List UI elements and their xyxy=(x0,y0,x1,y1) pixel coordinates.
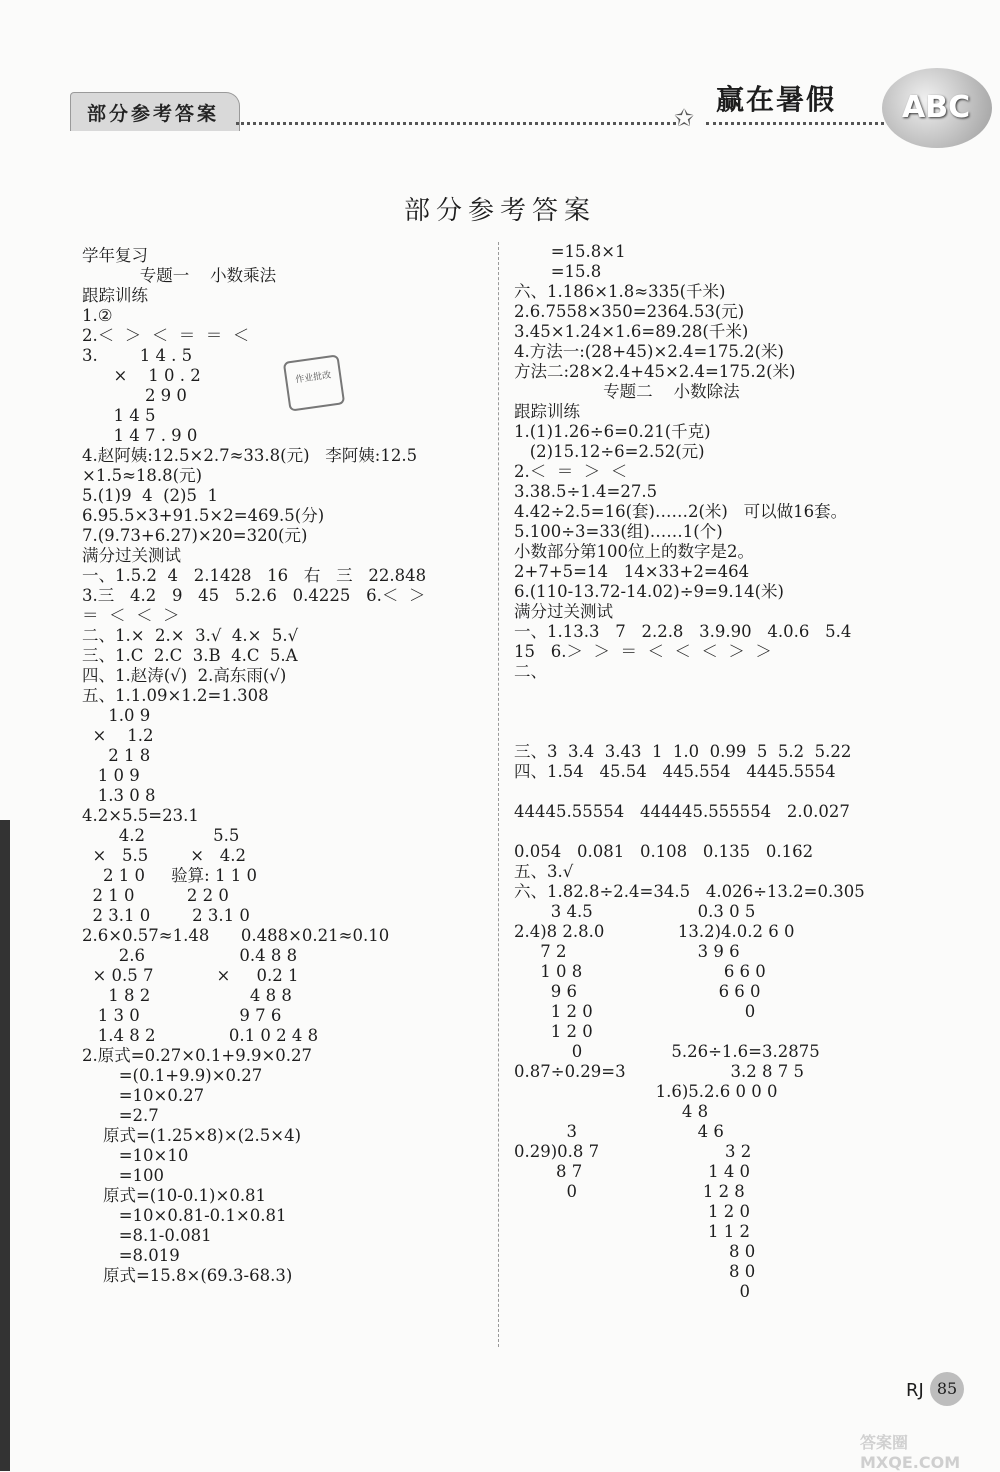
answer-line: 44445.55554 444445.555554 2.0.027 xyxy=(514,802,850,821)
answer-line: 2 1 0 验算: 1 1 0 xyxy=(82,866,257,885)
answer-line: 1.4 8 2 0.1 0 2 4 8 xyxy=(82,1026,319,1045)
answer-line: 4.方法一:(28+45)×2.4=175.2(米) xyxy=(514,342,784,361)
answer-line: 1 0 8 6 6 0 xyxy=(514,962,766,981)
answer-line: 专题一 小数乘法 xyxy=(82,266,277,285)
answer-line: 6.95.5×3+91.5×2=469.5(分) xyxy=(82,506,325,525)
answer-line: 1.② xyxy=(82,306,113,325)
answer-line: 3.38.5÷1.4=27.5 xyxy=(514,482,658,501)
answer-line: 7.(9.73+6.27)×20=320(元) xyxy=(82,526,308,545)
answer-line: 2.＜ ＝ ＞ ＜ xyxy=(514,462,628,481)
stamp-mark: 作业批改 xyxy=(283,354,345,411)
answer-line: 2+7+5=14 14×33+2=464 xyxy=(514,562,750,581)
header-tab-label: 部分参考答案 xyxy=(87,103,220,125)
answer-line: × 1 0 . 2 xyxy=(82,366,201,385)
answer-line: 2 1 0 2 2 0 xyxy=(82,886,229,905)
answer-line: 2 9 0 xyxy=(82,386,187,405)
answer-line: 2 1 8 xyxy=(82,746,151,765)
watermark: 答案圈 MXQE.COM xyxy=(860,1433,961,1472)
answer-line: 3.45×1.24×1.6=89.28(千米) xyxy=(514,322,749,341)
answer-line: 1 4 7 . 9 0 xyxy=(82,426,198,445)
answer-line: 二、1.× 2.× 3.√ 4.× 5.√ xyxy=(82,626,299,645)
answer-line: 原式=15.8×(69.3-68.3) xyxy=(82,1266,293,1285)
answer-line: 满分过关测试 xyxy=(514,602,613,621)
answer-line: 2.6×0.57≈1.48 0.488×0.21≈0.10 xyxy=(82,926,390,945)
answer-line: 五、3.√ xyxy=(514,862,574,881)
answer-line: 小数部分第100位上的数字是2。 xyxy=(514,542,754,561)
answer-line: 方法二:28×2.4+45×2.4=175.2(米) xyxy=(514,362,796,381)
answer-line: 一、1.5.2 4 2.1428 16 右 三 22.848 xyxy=(82,566,427,585)
answer-line: =15.8 xyxy=(514,262,602,281)
page-number: 85 xyxy=(930,1372,964,1406)
answer-line: 4.42÷2.5=16(套)……2(米) 可以做16套。 xyxy=(514,502,848,521)
answer-line: 2.6.7558×350=2364.53(元) xyxy=(514,302,745,321)
header-divider xyxy=(236,122,676,125)
answer-line: 4.赵阿姨:12.5×2.7≈33.8(元) 李阿姨:12.5 xyxy=(82,446,418,465)
answer-line: 0 xyxy=(514,1282,751,1301)
header-divider-right xyxy=(706,122,896,125)
answer-line: 7 2 3 9 6 xyxy=(514,942,740,961)
answer-line: × 5.5 × 4.2 xyxy=(82,846,247,865)
answer-line: 1 3 0 9 7 6 xyxy=(82,1006,282,1025)
answer-line: 15 6.＞ ＞ ＝ ＜ ＜ ＜ ＞ ＞ xyxy=(514,642,772,661)
answer-line: 三、3 3.4 3.43 1 1.0 0.99 5 5.2 5.22 xyxy=(514,742,852,761)
answer-line: 1.0 9 xyxy=(82,706,151,725)
answer-line xyxy=(514,822,984,842)
answer-line: 1 0 9 xyxy=(82,766,140,785)
answer-line: 1 2 0 0 xyxy=(514,1002,756,1021)
answer-line: 1 2 0 xyxy=(514,1022,593,1041)
answer-line: 原式=(1.25×8)×(2.5×4) xyxy=(82,1126,302,1145)
answer-line: 4.2 5.5 xyxy=(82,826,240,845)
answer-line: 跟踪训练 xyxy=(82,286,148,305)
answer-line xyxy=(514,782,984,802)
answer-line: 六、1.82.8÷2.4=34.5 4.026÷13.2=0.305 xyxy=(514,882,865,901)
answer-line: 专题二 小数除法 xyxy=(514,382,740,401)
answer-line: 0.87÷0.29=3 3.2 8 7 5 xyxy=(514,1062,804,1081)
answer-line: 1 8 2 4 8 8 xyxy=(82,986,292,1005)
answer-line xyxy=(514,682,984,702)
answer-line: =8.1-0.081 xyxy=(82,1226,212,1245)
answer-line xyxy=(514,702,984,722)
answer-line: (2)15.12÷6=2.52(元) xyxy=(514,442,705,461)
answer-line: 0 5.26÷1.6=3.2875 xyxy=(514,1042,820,1061)
answer-line: 1.6)5.2.6 0 0 0 xyxy=(514,1082,778,1101)
answer-line: 四、1.赵涛(√) 2.高东雨(√) xyxy=(82,666,287,685)
star-icon: ✩ xyxy=(674,104,695,132)
answer-line: 8 0 xyxy=(514,1242,756,1261)
answer-line: 五、1.1.09×1.2=1.308 xyxy=(82,686,269,705)
answer-line: 2 3.1 0 2 3.1 0 xyxy=(82,906,250,925)
abc-logo-icon xyxy=(882,68,992,148)
answer-line: 5.100÷3=33(组)……1(个) xyxy=(514,522,723,541)
answer-line: ＝ ＜ ＜ ＞ xyxy=(82,606,180,625)
answer-line: 5.(1)9 4 (2)5 1 xyxy=(82,486,218,505)
answer-line: =15.8×1 xyxy=(514,242,626,261)
answer-line: =10×0.27 xyxy=(82,1086,205,1105)
answer-line: 3 4.5 0.3 0 5 xyxy=(514,902,756,921)
answer-line: 2.＜ ＞ ＜ ＝ ＝ ＜ xyxy=(82,326,250,345)
answer-line: 1.3 0 8 xyxy=(82,786,156,805)
answer-line: 原式=(10-0.1)×0.81 xyxy=(82,1186,267,1205)
answer-line xyxy=(514,722,984,742)
answer-line: 6.(110-13.72-14.02)÷9=9.14(米) xyxy=(514,582,784,601)
answer-line: =100 xyxy=(82,1166,165,1185)
answer-line: ×1.5≈18.8(元) xyxy=(82,466,203,485)
answer-line: 3.三 4.2 9 45 5.2.6 0.4225 6.＜ ＞ xyxy=(82,586,426,605)
answer-line: 一、1.13.3 7 2.2.8 3.9.90 4.0.6 5.4 xyxy=(514,622,852,641)
answer-line: 3. 1 4 . 5 xyxy=(82,346,193,365)
answer-line: 跟踪训练 xyxy=(514,402,580,421)
answer-line: =(0.1+9.9)×0.27 xyxy=(82,1066,263,1085)
answer-line: 3 4 6 xyxy=(514,1122,724,1141)
answer-line: 1 2 0 xyxy=(514,1202,751,1221)
answer-line: 8 7 1 4 0 xyxy=(514,1162,751,1181)
answer-line: =10×10 xyxy=(82,1146,189,1165)
answer-line: × 1.2 xyxy=(82,726,154,745)
answer-line: × 0.5 7 × 0.2 1 xyxy=(82,966,299,985)
page-title: 部分参考答案 xyxy=(403,196,596,226)
answer-line: 1 4 5 xyxy=(82,406,156,425)
column-divider xyxy=(498,242,499,1347)
answer-line: 0.29)0.8 7 3 2 xyxy=(514,1142,752,1161)
answer-line: 8 0 xyxy=(514,1262,756,1281)
answer-line: 三、1.C 2.C 3.B 4.C 5.A xyxy=(82,646,298,665)
answer-line: 2.原式=0.27×0.1+9.9×0.27 xyxy=(82,1046,313,1065)
answer-line: 1 1 2 xyxy=(514,1222,751,1241)
header-tab xyxy=(70,92,240,131)
answer-line: 二、 xyxy=(514,662,547,681)
answer-line: =8.019 xyxy=(82,1246,180,1265)
left-answer-column xyxy=(82,246,494,1286)
answer-line: 2.6 0.4 8 8 xyxy=(82,946,298,965)
answer-line: 满分过关测试 xyxy=(82,546,181,565)
answer-line: 四、1.54 45.54 445.554 4445.5554 xyxy=(514,762,836,781)
answer-line: 学年复习 xyxy=(82,246,148,265)
answer-line: 1.(1)1.26÷6=0.21(千克) xyxy=(514,422,711,441)
answer-line: 0.054 0.081 0.108 0.135 0.162 xyxy=(514,842,814,861)
logo-text: ABC xyxy=(902,90,971,125)
answer-line: 4.2×5.5=23.1 xyxy=(82,806,199,825)
answer-line: 2.4)8 2.8.0 13.2)4.0.2 6 0 xyxy=(514,922,795,941)
answer-line: 0 1 2 8 xyxy=(514,1182,745,1201)
answer-line: 9 6 6 6 0 xyxy=(514,982,761,1001)
answer-line: 六、1.186×1.8≈335(千米) xyxy=(514,282,726,301)
edition-label: RJ xyxy=(906,1380,924,1401)
answer-line: =2.7 xyxy=(82,1106,159,1125)
brand-title: 赢在暑假 xyxy=(716,83,837,116)
answer-line: =10×0.81-0.1×0.81 xyxy=(82,1206,287,1225)
answer-line: 4 8 xyxy=(514,1102,709,1121)
page-edge-bar xyxy=(0,820,10,1471)
right-answer-column xyxy=(514,242,984,1302)
